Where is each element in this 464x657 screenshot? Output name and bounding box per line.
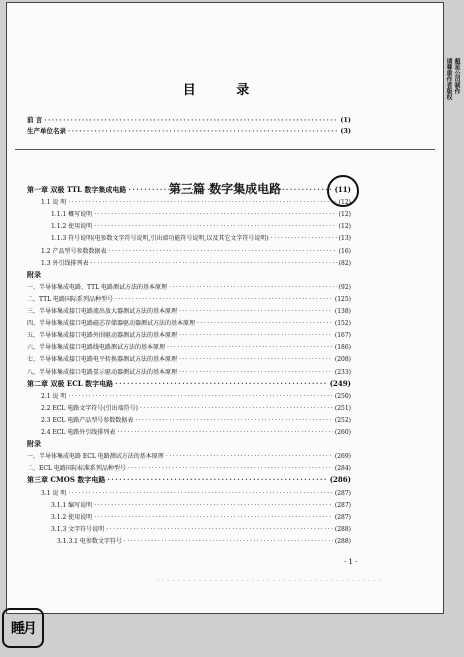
- leader-dots: [107, 475, 327, 484]
- toc-entry-label: 附录: [27, 269, 41, 279]
- toc-entry-label: 二、TTL 电路国际系列品种型号: [27, 295, 114, 303]
- leader-dots: [115, 296, 333, 303]
- toc-entry[interactable]: [27, 451, 351, 460]
- toc-entry[interactable]: [27, 306, 351, 315]
- page-number: · 1 ·: [344, 558, 358, 566]
- leader-dots: [167, 344, 333, 351]
- leader-dots: [94, 223, 336, 230]
- toc-entry-page: (286): [329, 475, 351, 485]
- toc-entry-label: 二、ECL 电路国际标准系列品种型号: [27, 465, 126, 473]
- toc-entry[interactable]: [27, 185, 351, 195]
- toc-entry-page: (152): [334, 320, 351, 328]
- bottom-rule: - - - - - - - - - - - - - - - - - - - - - - - - - - - - - - - - - - - - - - - - - - -: [157, 578, 382, 584]
- toc-entry[interactable]: [27, 294, 351, 303]
- toc-entry-label: 1.3 外引线排列表: [41, 259, 89, 267]
- toc-entry-label: 生产单位名录: [27, 127, 66, 135]
- toc-entry-page: (12): [338, 199, 351, 207]
- leader-dots: [108, 248, 336, 255]
- leader-dots: [106, 526, 333, 533]
- leader-dots: [68, 490, 333, 497]
- toc-entry-label: 2.3 ECL 电路产品型号参数数据表: [41, 416, 134, 424]
- toc-entry-page: (3): [340, 127, 351, 135]
- leader-dots: [135, 417, 333, 424]
- toc-entry-label: 第一章 双极 TTL 数字集成电路: [27, 185, 127, 194]
- toc-entry-label: 3.1.3.1 电参数文字符号: [57, 537, 122, 545]
- toc-entry-page: (287): [334, 501, 351, 509]
- toc-entry[interactable]: [27, 318, 351, 327]
- toc-entry-page: (269): [334, 453, 351, 461]
- toc-entry-page: (186): [334, 344, 351, 352]
- toc-entry-page: (250): [334, 392, 351, 400]
- leader-dots: [179, 332, 333, 339]
- toc-entry-label: 1.1.1 概写说明: [51, 211, 93, 219]
- page-title: 目 录: [182, 83, 268, 98]
- toc-entry[interactable]: [51, 524, 351, 533]
- side-watermark-2: 请尊重作者版权: [445, 58, 452, 100]
- toc-entry[interactable]: [27, 330, 351, 339]
- toc-entry-page: (288): [334, 537, 351, 545]
- document-page: [6, 2, 444, 614]
- table-of-contents: [7, 3, 443, 613]
- toc-entry-label: 附录: [27, 439, 41, 449]
- leader-dots: [128, 465, 333, 472]
- leader-dots: [128, 185, 332, 194]
- toc-entry-label: 3.1.3 文字符号说明: [51, 525, 105, 533]
- leader-dots: [179, 308, 333, 315]
- toc-entry-label: 一、半导体集成电路、TTL 电路测试方法的基本原理: [27, 283, 168, 291]
- toc-entry-page: (260): [334, 429, 351, 436]
- toc-entry-page: (249): [329, 378, 351, 388]
- toc-entry[interactable]: [51, 512, 351, 521]
- leader-dots: [179, 369, 333, 376]
- part-title: 第三篇 数字集成电路: [168, 182, 282, 196]
- leader-dots: [90, 260, 336, 267]
- side-watermark: 超星公司制作: [453, 58, 460, 94]
- toc-entry-page: (252): [334, 416, 351, 424]
- toc-entry[interactable]: [27, 342, 351, 351]
- toc-entry-label: 3.1 说 明: [41, 489, 67, 497]
- toc-entry[interactable]: [27, 367, 351, 376]
- toc-entry-page: (92): [338, 283, 351, 291]
- toc-entry[interactable]: [51, 209, 351, 218]
- toc-entry-label: 第三章 CMOS 数字电路: [27, 475, 106, 485]
- leader-dots: [94, 502, 333, 509]
- toc-entry-label: 六、半导体集成接口电路线电路测试方法的基本原理: [27, 344, 166, 352]
- toc-entry[interactable]: [27, 463, 351, 472]
- toc-entry[interactable]: [41, 415, 351, 424]
- toc-entry[interactable]: [27, 354, 351, 363]
- toc-entry[interactable]: [41, 427, 351, 436]
- leader-dots: [68, 199, 336, 206]
- toc-entry-label: 第二章 双极 ECL 数字电路: [27, 378, 114, 388]
- leader-dots: [94, 211, 336, 218]
- toc-entry-page: (284): [334, 465, 351, 473]
- leader-dots: [117, 429, 333, 436]
- toc-entry-page: (208): [334, 356, 351, 364]
- toc-entry-label: 1.2 产品型号参数数据表: [41, 247, 107, 255]
- leader-dots: [179, 356, 333, 363]
- toc-entry-page: (251): [334, 404, 351, 412]
- toc-entry[interactable]: [51, 233, 351, 242]
- toc-entry-page: (82): [338, 259, 351, 267]
- leader-dots: [271, 235, 337, 242]
- toc-entry-label: 1.1 说 明: [41, 199, 67, 207]
- leader-dots: [124, 538, 333, 545]
- toc-entry[interactable]: [27, 439, 41, 449]
- toc-entry-page: (12): [338, 223, 351, 231]
- toc-entry-page: (125): [334, 295, 351, 303]
- toc-entry-page: (287): [334, 489, 351, 497]
- toc-entry[interactable]: [41, 391, 351, 400]
- leader-dots: [68, 393, 333, 400]
- toc-entry-page: (16): [338, 247, 351, 255]
- leader-dots: [169, 284, 337, 291]
- leader-dots: [94, 514, 333, 521]
- toc-entry[interactable]: [27, 475, 351, 485]
- toc-entry[interactable]: [41, 488, 351, 497]
- toc-entry[interactable]: [51, 221, 351, 230]
- toc-entry-page: (167): [334, 332, 351, 340]
- toc-entry[interactable]: [27, 379, 351, 389]
- toc-entry-page: (13): [338, 235, 351, 243]
- toc-entry-page: (12): [338, 211, 351, 219]
- toc-entry-label: 2.1 说 明: [41, 392, 67, 400]
- toc-entry-page: (233): [334, 368, 351, 376]
- toc-entry-label: 1.1.2 使用说明: [51, 223, 93, 231]
- toc-entry-label: 四、半导体集成接口电路磁芯存储器驱动器测试方法的基本原理: [27, 320, 196, 328]
- leader-dots: [115, 379, 328, 388]
- toc-entry[interactable]: [27, 270, 41, 280]
- toc-entry-label: 七、半导体集成接口电路电平转换器测试方法的基本原理: [27, 356, 178, 364]
- toc-entry-label: 前 言: [27, 116, 43, 124]
- toc-entry-page: (1): [340, 116, 351, 124]
- toc-entry-page: (287): [334, 513, 351, 521]
- leader-dots: [166, 453, 333, 460]
- toc-entry-label: 八、半导体集成接口电路显示驱动器测试方法的基本原理: [27, 368, 178, 376]
- toc-entry[interactable]: [51, 500, 351, 509]
- seal-stamp: 睡月: [2, 608, 44, 648]
- toc-entry-page: (288): [334, 525, 351, 533]
- toc-entry-label: 1.1.3 符号说明(电参数文字符号说明,引出端功能符号说明,以及其它文字符号说明): [51, 235, 269, 243]
- toc-entry-label: 五、半导体集成接口电路外围驱动器测试方法的基本原理: [27, 332, 178, 340]
- toc-entry-label: 3.1.2 使用说明: [51, 513, 93, 521]
- toc-entry[interactable]: [27, 282, 351, 291]
- toc-entry-label: 3.1.1 编写说明: [51, 501, 93, 509]
- toc-entry-label: 三、半导体集成接口电路流出放大器测试方法的基本原理: [27, 308, 178, 315]
- toc-entry[interactable]: [57, 536, 351, 545]
- toc-entry-page: (11): [334, 185, 351, 194]
- toc-entry-page: (138): [334, 308, 351, 315]
- toc-entry-label: 一、半导体集成电路 ECL 电路测试方法的基本原理: [27, 453, 164, 461]
- leader-dots: [140, 405, 333, 412]
- toc-entry[interactable]: [41, 197, 351, 206]
- toc-entry-label: 2.2 ECL 电路文字符号(引出端符号): [41, 404, 138, 412]
- toc-entry[interactable]: [41, 258, 351, 267]
- toc-entry[interactable]: [41, 403, 351, 412]
- toc-entry[interactable]: [41, 246, 351, 255]
- leader-dots: [197, 320, 333, 327]
- toc-entry-label: 2.4 ECL 电路外引线排列表: [41, 429, 116, 436]
